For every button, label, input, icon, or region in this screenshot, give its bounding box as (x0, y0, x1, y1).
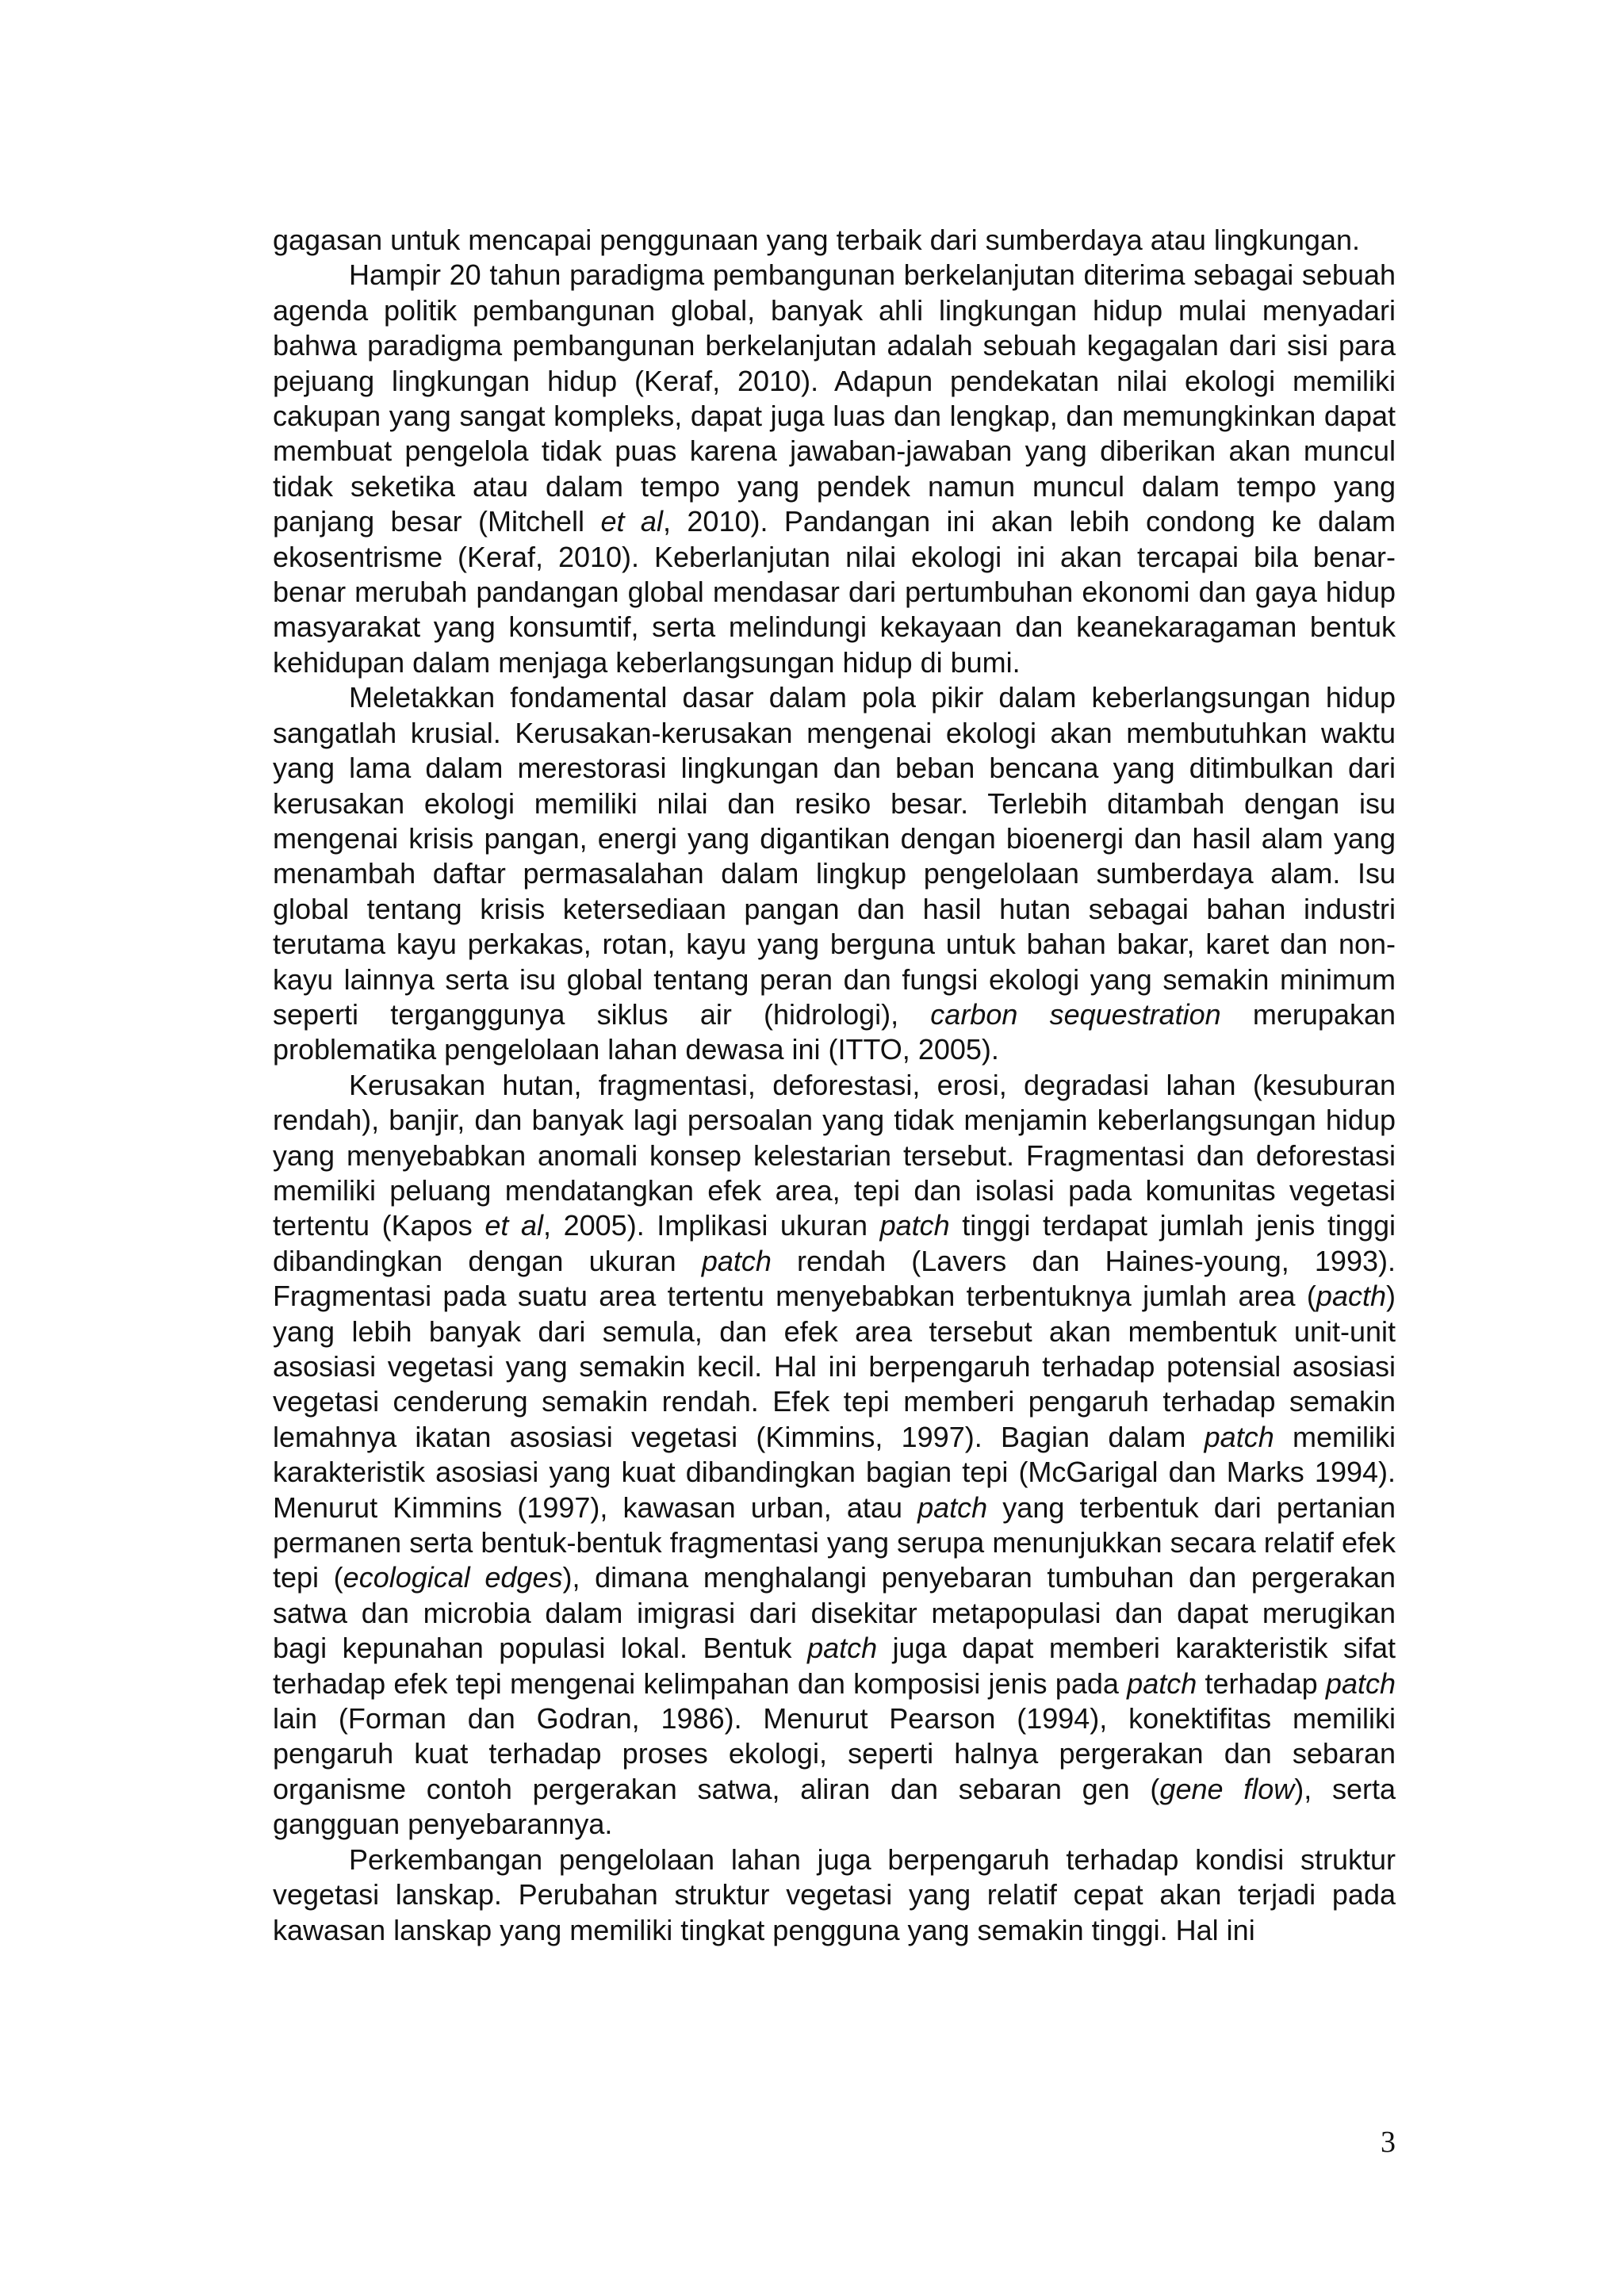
text-run: Perkembangan pengelolaan lahan juga berpengaruh terhadap kondisi struktur vegetasi lanskap. Perubahan struktur vegetasi yang relatif cepat akan terjadi pada kawasan lanskap yang memiliki tingkat pengguna yang semakin tinggi. Hal ini (273, 1843, 1396, 1946)
italic-term: et al (600, 505, 663, 538)
page-number: 3 (1381, 2126, 1396, 2159)
text-run: merupakan problematika pengelolaan lahan dewasa ini (ITTO, 2005). (273, 997, 1396, 1066)
text-run: memiliki karakteristik asosiasi yang kuat dibandingkan bagian tepi (McGarigal dan Marks 1994). Menurut Kimmins (1997), kawasan urban, atau (273, 1420, 1396, 1524)
italic-term: patch (701, 1244, 772, 1277)
italic-term: patch (879, 1209, 950, 1242)
italic-term: ecological edges (343, 1561, 563, 1594)
italic-term: gene flow (1159, 1772, 1295, 1805)
text-run: Meletakkan fondamental dasar dalam pola pikir dalam keberlangsungan hidup sangatlah krusial. Kerusakan-kerusakan mengenai ekologi akan membutuhkan waktu yang lama dalam merestorasi lingkungan dan beban bencana yang ditimbulkan dari kerusakan ekologi memiliki nilai dan resiko besar. Terlebih ditambah dengan isu mengenai krisis pangan, energi yang digantikan dengan bioenergi dan hasil alam yang menambah daftar permasalahan dalam lingkup pengelolaan sumberdaya alam. Isu global tentang krisis ketersediaan pangan dan hasil hutan sebagai bahan industri terutama kayu perkakas, rotan, kayu yang berguna untuk bahan bakar, karet dan non-kayu lainnya serta isu global tentang peran dan fungsi ekologi yang semakin minimum seperti terganggunya siklus air (hidrologi), (273, 681, 1396, 1031)
text-run: Hampir 20 tahun paradigma pembangunan berkelanjutan diterima sebagai sebuah agenda politik pembangunan global, banyak ahli lingkungan hidup mulai menyadari bahwa paradigma pembangunan berkelanjutan adalah sebuah kegagalan dari sisi para pejuang lingkungan hidup (Keraf, 2010). Adapun pendekatan nilai ekologi memiliki cakupan yang sangat kompleks, dapat juga luas dan lengkap, dan memungkinkan dapat membuat pengelola tidak puas karena jawaban-jawaban yang diberikan akan muncul tidak seketika atau dalam tempo yang pendek namun muncul dalam tempo yang panjang besar (Mitchell (273, 258, 1396, 538)
paragraph-land-management (273, 1843, 1396, 1948)
text-run: ), dimana menghalangi penyebaran tumbuhan dan pergerakan satwa dan microbia dalam imigrasi dari disekitar metapopulasi dan dapat merugikan bagi kepunahan populasi lokal. Bentuk (273, 1561, 1396, 1665)
text-run: rendah (Lavers dan Haines-young, 1993). Fragmentasi pada suatu area tertentu menyebabkan terbentuknya jumlah area ( (273, 1244, 1396, 1313)
text-run: tinggi terdapat jumlah jenis tinggi dibandingkan dengan ukuran (273, 1209, 1396, 1277)
text-run: , 2005). Implikasi ukuran (543, 1209, 880, 1242)
text-run: lain (Forman dan Godran, 1986). Menurut Pearson (1994), konektifitas memiliki pengaruh kuat terhadap proses ekologi, seperti halnya pergerakan dan sebaran organisme contoh pergerakan satwa, aliran dan sebaran gen ( (273, 1702, 1396, 1805)
italic-term: patch (1127, 1667, 1197, 1700)
italic-term: patch (917, 1490, 988, 1524)
italic-term: carbon sequestration (930, 997, 1221, 1031)
text-run: juga dapat memberi karakteristik sifat terhadap efek tepi mengenai kelimpahan dan komposisi jenis pada (273, 1632, 1396, 1700)
italic-term: patch (1325, 1667, 1396, 1700)
text-run: , 2010). Pandangan ini akan lebih condong ke dalam ekosentrisme (Keraf, 2010). Keberlanjutan nilai ekologi ini akan tercapai bila benar-benar merubah pandangan global mendasar dari pertumbuhan ekonomi dan gaya hidup masyarakat yang konsumtif, serta melindungi kekayaan dan keanekaragaman bentuk kehidupan dalam menjaga keberlangsungan hidup di bumi. (273, 505, 1396, 679)
text-run: Kerusakan hutan, fragmentasi, deforestasi, erosi, degradasi lahan (kesuburan rendah), banjir, dan banyak lagi persoalan yang tidak menjamin keberlangsungan hidup yang menyebabkan anomali konsep kelestarian tersebut. Fragmentasi dan deforestasi memiliki peluang mendatangkan efek area, tepi dan isolasi pada komunitas vegetasi tertentu (Kapos (273, 1068, 1396, 1242)
paragraph-sustainable-development (273, 258, 1396, 680)
document-body (273, 223, 1396, 1948)
text-run: gagasan untuk mencapai penggunaan yang terbaik dari sumberdaya atau lingkungan. (273, 224, 1360, 256)
paragraph-continuation (273, 223, 1396, 258)
paragraph-ecological-foundation (273, 680, 1396, 1067)
italic-term: patch (807, 1632, 878, 1665)
italic-term: pacth (1316, 1280, 1386, 1313)
italic-term: et al (485, 1209, 544, 1242)
text-run: yang terbentuk dari pertanian permanen serta bentuk-bentuk fragmentasi yang serupa menunjukkan secara relatif efek tepi ( (273, 1490, 1396, 1594)
paragraph-forest-fragmentation (273, 1068, 1396, 1843)
italic-term: patch (1204, 1420, 1274, 1453)
text-run: terhadap (1197, 1667, 1326, 1700)
text-run: ) yang lebih banyak dari semula, dan efek area tersebut akan membentuk unit-unit asosiasi vegetasi yang semakin kecil. Hal ini berpengaruh terhadap potensial asosiasi vegetasi cenderung semakin rendah. Efek tepi memberi pengaruh terhadap semakin lemahnya ikatan asosiasi vegetasi (Kimmins, 1997). Bagian dalam (273, 1280, 1396, 1453)
text-run: ), serta gangguan penyebarannya. (273, 1772, 1396, 1841)
